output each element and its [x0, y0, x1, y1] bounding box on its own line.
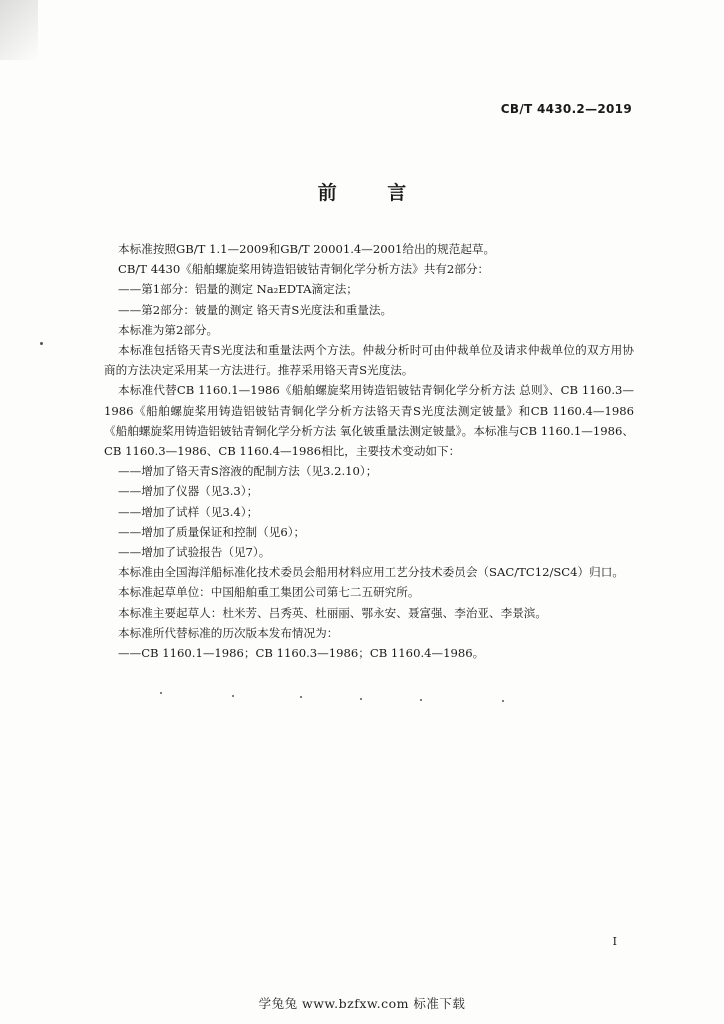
paragraph-replacement: 本标准代替CB 1160.1—1986《船舶螺旋桨用铸造铝铍钴青铜化学分析方法 总则》、CB 1160.3—1986《船舶螺旋桨用铸造铝铍钴青铜化学分析方法铬天青S光度法测定铍量》和CB 1160.4—1986《船舶螺旋桨用铸造铝铍钴青铜化学分析方法 氧化铍重量法测定铍量》。本标准与CB 1160.1—1986、CB 1160.3—1986、CB 1160.4—1986相比，主要技术变动如下： [104, 383, 634, 459]
foreword-body [104, 239, 634, 663]
line-history: ——CB 1160.1—1986；CB 1160.3—1986；CB 1160.4—1986。 [118, 646, 485, 661]
line-responsible-committee: 本标准由全国海洋船标准化技术委员会船用材料应用工艺分技术委员会（SAC/TC12/SC4）归口。 [118, 565, 624, 580]
scan-speck [502, 700, 504, 702]
change-item: ——增加了铬天青S溶液的配制方法（见3.2.10）； [118, 464, 378, 479]
line-drafting-unit: 本标准起草单位：中国船舶重工集团公司第七二五研究所。 [118, 585, 420, 600]
scan-speck [360, 698, 362, 700]
scan-speck [300, 696, 302, 698]
paragraph-methods: 本标准包括铬天青S光度法和重量法两个方法。仲裁分析时可由仲裁单位及请求仲裁单位的双方用协商的方法决定采用某一方法进行。推荐采用铬天青S光度法。 [104, 343, 634, 378]
line-part-1: ——第1部分：铝量的测定 Na₂EDTA滴定法； [118, 282, 358, 297]
line-parts-intro: CB/T 4430《船舶螺旋桨用铸造铝铍钴青铜化学分析方法》共有2部分： [118, 262, 490, 277]
scan-speck [420, 699, 422, 701]
change-item: ——增加了试样（见3.4）； [118, 504, 259, 519]
footer-watermark: 学兔兔 www.bzfxw.com 标准下载 [258, 996, 466, 1011]
standard-code: CB/T 4430.2—2019 [500, 102, 632, 116]
change-item: ——增加了试验报告（见7）。 [118, 545, 271, 560]
scan-speck [160, 692, 162, 694]
line-drafting-rules: 本标准按照GB/T 1.1—2009和GB/T 20001.4—2001给出的规范起草。 [118, 242, 496, 256]
page-number: I [612, 935, 617, 948]
change-item: ——增加了质量保证和控制（见6）； [118, 524, 306, 539]
line-this-part: 本标准为第2部分。 [118, 322, 219, 337]
page-title: 前 言 [317, 182, 429, 204]
line-history-intro: 本标准所代替标准的历次版本发布情况为： [118, 625, 339, 640]
scan-shadow [0, 0, 38, 60]
line-drafters: 本标准主要起草人：杜米芳、吕秀英、杜丽丽、鄂永安、聂富强、李治亚、李景滨。 [118, 605, 547, 620]
scan-speck [232, 695, 234, 697]
scan-speck [40, 342, 43, 345]
line-part-2: ——第2部分：铍量的测定 铬天青S光度法和重量法。 [118, 302, 393, 317]
change-item: ——增加了仪器（见3.3）； [118, 484, 259, 499]
